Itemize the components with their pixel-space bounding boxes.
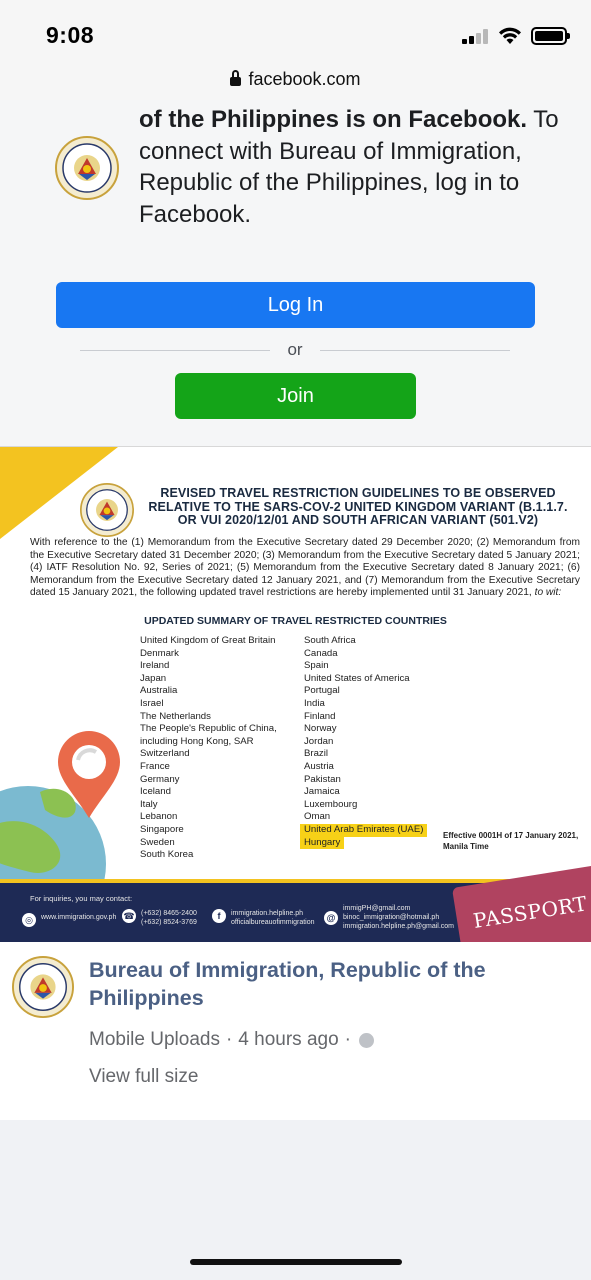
country-item: Finland <box>304 710 336 722</box>
advisory-title: REVISED TRAVEL RESTRICTION GUIDELINES TO BE OBSERVED RELATIVE TO THE SARS-COV-2 UNITED KINGDOM VARIANT (B.1.1.7. OR VUI 2020/12/01 AND SOUTH AFRICAN VARIANT (501.V2) <box>148 486 568 527</box>
home-indicator[interactable] <box>190 1259 402 1265</box>
country-item: Japan <box>140 672 167 684</box>
effective-line-1: Effective 0001H of 17 January 2021, <box>443 831 579 840</box>
fb-page-2: officialbureauofimmigration <box>231 919 315 926</box>
contact-phone <box>122 909 197 927</box>
login-prompt-bold: of the Philippines is on Facebook. <box>139 106 528 133</box>
facebook-icon: f <box>212 909 226 923</box>
email-1: immigPH@gmail.com <box>343 905 411 912</box>
country-item: Lebanon <box>140 811 178 823</box>
country-item: France <box>140 760 170 772</box>
country-item: Oman <box>304 811 331 823</box>
advisory-image[interactable] <box>0 446 591 942</box>
country-item: Denmark <box>140 647 179 659</box>
advisory-subtitle: UPDATED SUMMARY OF TRAVEL RESTRICTED COUNTRIES <box>144 615 447 627</box>
login-button[interactable]: Log In <box>56 282 535 328</box>
bureau-seal-icon <box>80 483 134 537</box>
location-pin-icon <box>56 730 122 820</box>
country-item: United Kingdom of Great Britain <box>140 635 276 646</box>
effective-line-2: Manila Time <box>443 841 489 851</box>
country-item: Luxembourg <box>304 798 358 810</box>
website-text: www.immigration.gov.ph <box>41 914 117 921</box>
battery-icon <box>531 27 567 45</box>
url-bar[interactable] <box>0 58 591 100</box>
country-item: Switzerland <box>140 748 190 760</box>
post-info <box>0 942 591 1120</box>
country-item: Spain <box>304 660 329 672</box>
post-time[interactable]: 4 hours ago <box>238 1029 339 1050</box>
page-name-link[interactable]: Bureau of Immigration, Republic of the Philippines <box>89 958 486 1010</box>
post-meta <box>89 1029 374 1051</box>
wifi-icon <box>498 25 522 45</box>
country-item: Ireland <box>140 660 170 672</box>
country-item: South Korea <box>140 849 194 861</box>
contact-email <box>324 904 454 931</box>
advisory-body-text: With reference to the (1) Memorandum from the Executive Secretary dated 29 December 2020; (2) Memorandum from the Executive Secretary dated 31 December 2020; (3) Memorandum from the Executive Secretary dated 5 January 2021; (4) IATF Resolution No. 92, Series of 2021; (5) Memorandum from the Executive Secretary dated 8 January 2021; (6) Memorandum from the Executive Secretary dated 12 January 2021, and (7) Memorandum from the Executive Secretary dated 15 January 2021, the following updated travel restrictions are hereby implemented until 31 January 2021, <box>30 537 580 599</box>
globe-privacy-icon <box>359 1033 374 1048</box>
or-label: or <box>287 340 303 359</box>
country-item: Iceland <box>140 786 171 798</box>
passport-label: PASSPORT <box>471 891 589 933</box>
country-item: India <box>304 697 325 709</box>
status-time: 9:08 <box>46 22 95 48</box>
fb-page-1: immigration.helpline.ph <box>231 910 303 917</box>
country-item: Austria <box>304 760 334 772</box>
phone-icon: ☎ <box>122 909 136 923</box>
country-item: Brazil <box>304 748 328 760</box>
effective-date-note <box>443 831 578 852</box>
email-icon: @ <box>324 911 338 925</box>
country-item: Jamaica <box>304 786 340 798</box>
country-item: including Hong Kong, SAR <box>140 735 254 747</box>
passport-illustration <box>452 863 591 942</box>
contact-website <box>22 913 116 927</box>
country-item: Israel <box>140 697 164 709</box>
country-highlighted: Hungary <box>300 837 344 850</box>
join-button[interactable]: Join <box>175 373 416 419</box>
country-item: Germany <box>140 773 180 785</box>
country-item: Australia <box>140 685 178 697</box>
or-divider <box>80 340 510 360</box>
view-full-size-link[interactable]: View full size <box>89 1066 199 1087</box>
country-item: Norway <box>304 723 337 735</box>
meta-separator: · <box>344 1029 351 1050</box>
country-item: Italy <box>140 798 158 810</box>
country-item: Sweden <box>140 836 175 848</box>
lock-icon <box>230 74 241 87</box>
advisory-body <box>30 537 580 600</box>
country-item: Jordan <box>304 735 334 747</box>
meta-separator: · <box>225 1029 233 1050</box>
country-item: Canada <box>304 647 338 659</box>
email-3: immigration.helpline.ph@gmail.com <box>343 923 454 930</box>
countries-column-2 <box>304 635 434 849</box>
country-highlighted: United Arab Emirates (UAE) <box>300 824 427 837</box>
email-2: binoc_immigration@hotmail.ph <box>343 914 440 921</box>
url-text: facebook.com <box>248 68 361 89</box>
country-item: Singapore <box>140 823 184 835</box>
country-item: United States of America <box>304 672 410 684</box>
country-item: Portugal <box>304 685 340 697</box>
country-item: The Netherlands <box>140 710 211 722</box>
countries-column-1 <box>140 635 300 862</box>
login-prompt-regular: To connect with Bureau of Immigration, Republic of the Philippines, log in to Facebook. <box>139 106 559 228</box>
country-item: Pakistan <box>304 773 341 785</box>
album-link[interactable]: Mobile Uploads <box>89 1029 220 1050</box>
web-icon: ◎ <box>22 913 36 927</box>
country-item: South Africa <box>304 635 356 646</box>
bureau-seal-icon <box>55 136 119 200</box>
phone-1: (+632) 8465-2400 <box>141 910 197 917</box>
page-avatar[interactable] <box>12 956 74 1018</box>
advisory-body-italic: to wit: <box>534 587 562 599</box>
contact-facebook <box>212 909 315 927</box>
country-item: The People's Republic of China, <box>140 723 277 735</box>
cellular-signal-icon <box>462 28 492 44</box>
phone-2: (+632) 8524-3769 <box>141 919 197 926</box>
login-prompt-text <box>139 104 559 230</box>
inquiries-label: For inquiries, you may contact: <box>30 894 133 903</box>
